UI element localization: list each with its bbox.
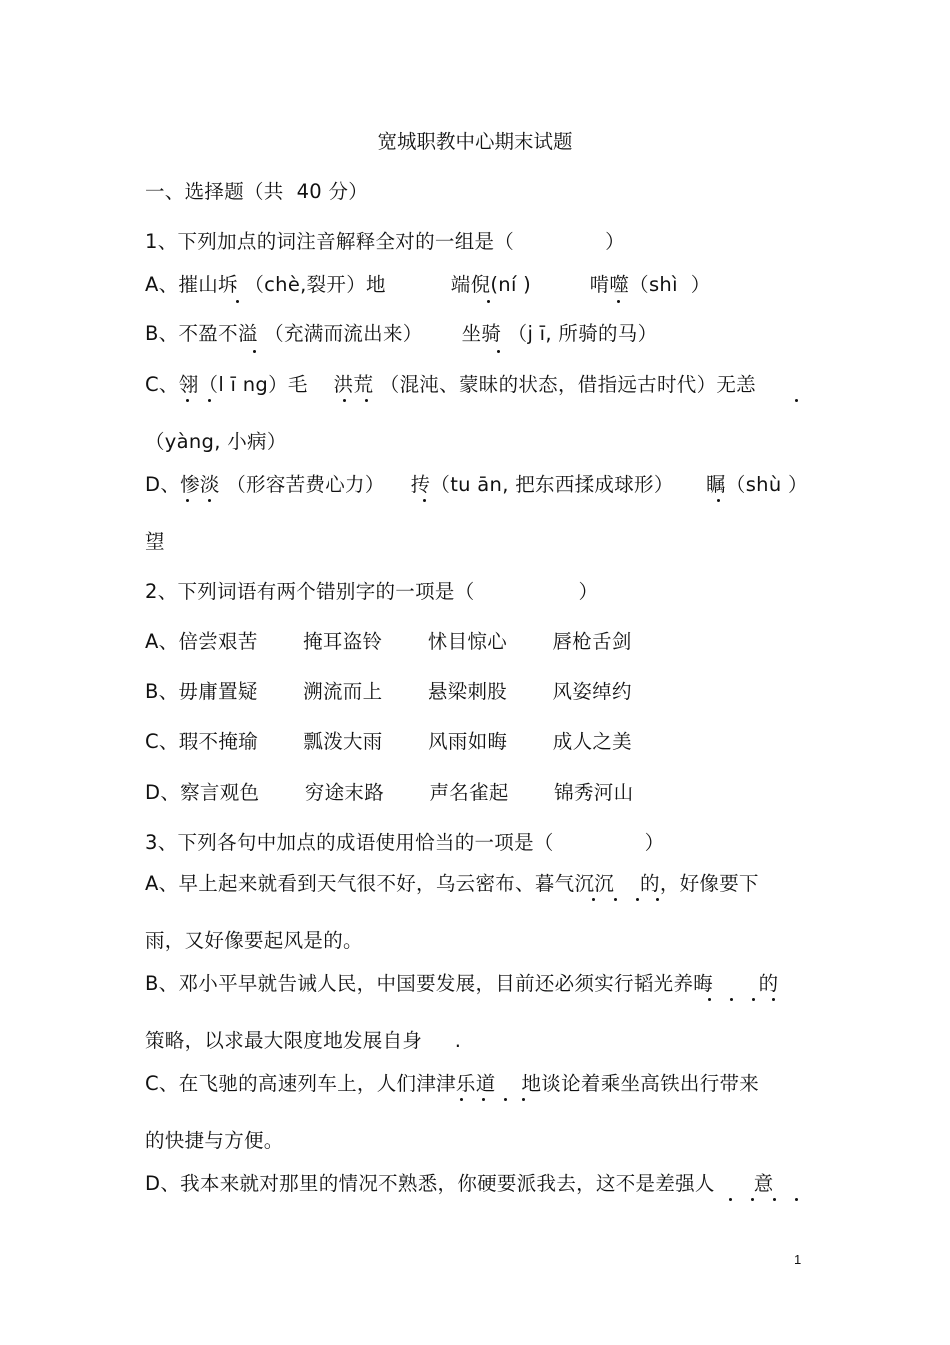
emphasis-dot	[460, 1098, 463, 1101]
emphasis-dot	[592, 898, 595, 901]
emphasis-dot	[773, 1198, 776, 1201]
emphasis-dot	[617, 300, 620, 303]
emphasis-dot	[656, 898, 659, 901]
emphasis-dot	[772, 998, 775, 1001]
question-2-stem: 2、下列词语有两个错别字的一项是（ ）	[145, 580, 599, 603]
question-2-option-c: C、瑕不掩瑜 瓢泼大雨 风雨如晦 成人之美	[145, 730, 632, 753]
emphasis-dot	[708, 998, 711, 1001]
question-3-option-a: A、早上起来就看到天气很不好，乌云密布、暮气沉沉 的，好像要下	[145, 872, 759, 895]
emphasis-dot	[522, 1098, 525, 1101]
emphasis-dot	[208, 499, 211, 502]
section-heading: 一、选择题（共 40 分）	[145, 180, 369, 203]
emphasis-dot	[751, 1198, 754, 1201]
question-1-stem: 1、下列加点的词注音解释全对的一组是（ ）	[145, 230, 625, 253]
question-2-option-d: D、察言观色 穷途末路 声名雀起 锦秀河山	[145, 781, 634, 804]
emphasis-dot	[504, 1098, 507, 1101]
question-1-option-d: D、惨淡 （形容苦费心力） 抟（tu ān, 把东西揉成球形） 瞩（shù ）	[145, 473, 808, 496]
emphasis-dot	[730, 998, 733, 1001]
emphasis-dot	[636, 898, 639, 901]
question-2-option-a: A、倍尝艰苦 掩耳盗铃 怵目惊心 唇枪舌剑	[145, 630, 632, 653]
emphasis-dot	[186, 399, 189, 402]
question-1-option-a: A、摧山坼 （chè,裂开）地 端倪(ní ) 啃噬（shì ）	[145, 273, 711, 296]
question-3-stem: 3、下列各句中加点的成语使用恰当的一项是（ ）	[145, 831, 665, 854]
question-2-option-b: B、毋庸置疑 溯流而上 悬梁刺股 风姿绰约	[145, 680, 632, 703]
question-3-option-b-cont: 策略，以求最大限度地发展自身 .	[145, 1029, 462, 1052]
emphasis-dot	[487, 300, 490, 303]
emphasis-dot	[795, 1198, 798, 1201]
question-3-option-c: C、在飞驰的高速列车上，人们津津乐道 地谈论着乘坐高铁出行带来	[145, 1072, 760, 1095]
emphasis-dot	[717, 499, 720, 502]
question-1-option-b: B、不盈不溢 （充满而流出来） 坐骑 （j ī, 所骑的马）	[145, 322, 658, 345]
question-3-option-d: D、我本来就对那里的情况不熟悉，你硬要派我去，这不是差强人 意	[145, 1172, 774, 1195]
question-3-option-c-cont: 的快捷与方便。	[145, 1129, 284, 1152]
page-title: 宽城职教中心期末试题	[377, 130, 573, 153]
emphasis-dot	[253, 350, 256, 353]
emphasis-dot	[614, 898, 617, 901]
emphasis-dot	[186, 499, 189, 502]
question-1-option-c: C、翎（l ī ng）毛 洪荒 （混沌、蒙昧的状态，借指远古时代）无恙	[145, 373, 756, 396]
emphasis-dot	[752, 998, 755, 1001]
emphasis-dot	[729, 1198, 732, 1201]
emphasis-dot	[482, 1098, 485, 1101]
emphasis-dot	[497, 350, 500, 353]
question-1-option-c-cont: （yàng, 小病）	[145, 430, 287, 453]
page-number: 1	[794, 1252, 802, 1267]
emphasis-dot	[423, 499, 426, 502]
question-1-option-d-cont: 望	[145, 530, 165, 553]
emphasis-dot	[365, 399, 368, 402]
emphasis-dot	[208, 399, 211, 402]
emphasis-dot	[343, 399, 346, 402]
question-3-option-b: B、邓小平早就告诫人民，中国要发展，目前还必须实行韬光养晦 的	[145, 972, 779, 995]
emphasis-dot	[795, 399, 798, 402]
question-3-option-a-cont: 雨，又好像要起风是的。	[145, 929, 363, 952]
emphasis-dot	[236, 300, 239, 303]
